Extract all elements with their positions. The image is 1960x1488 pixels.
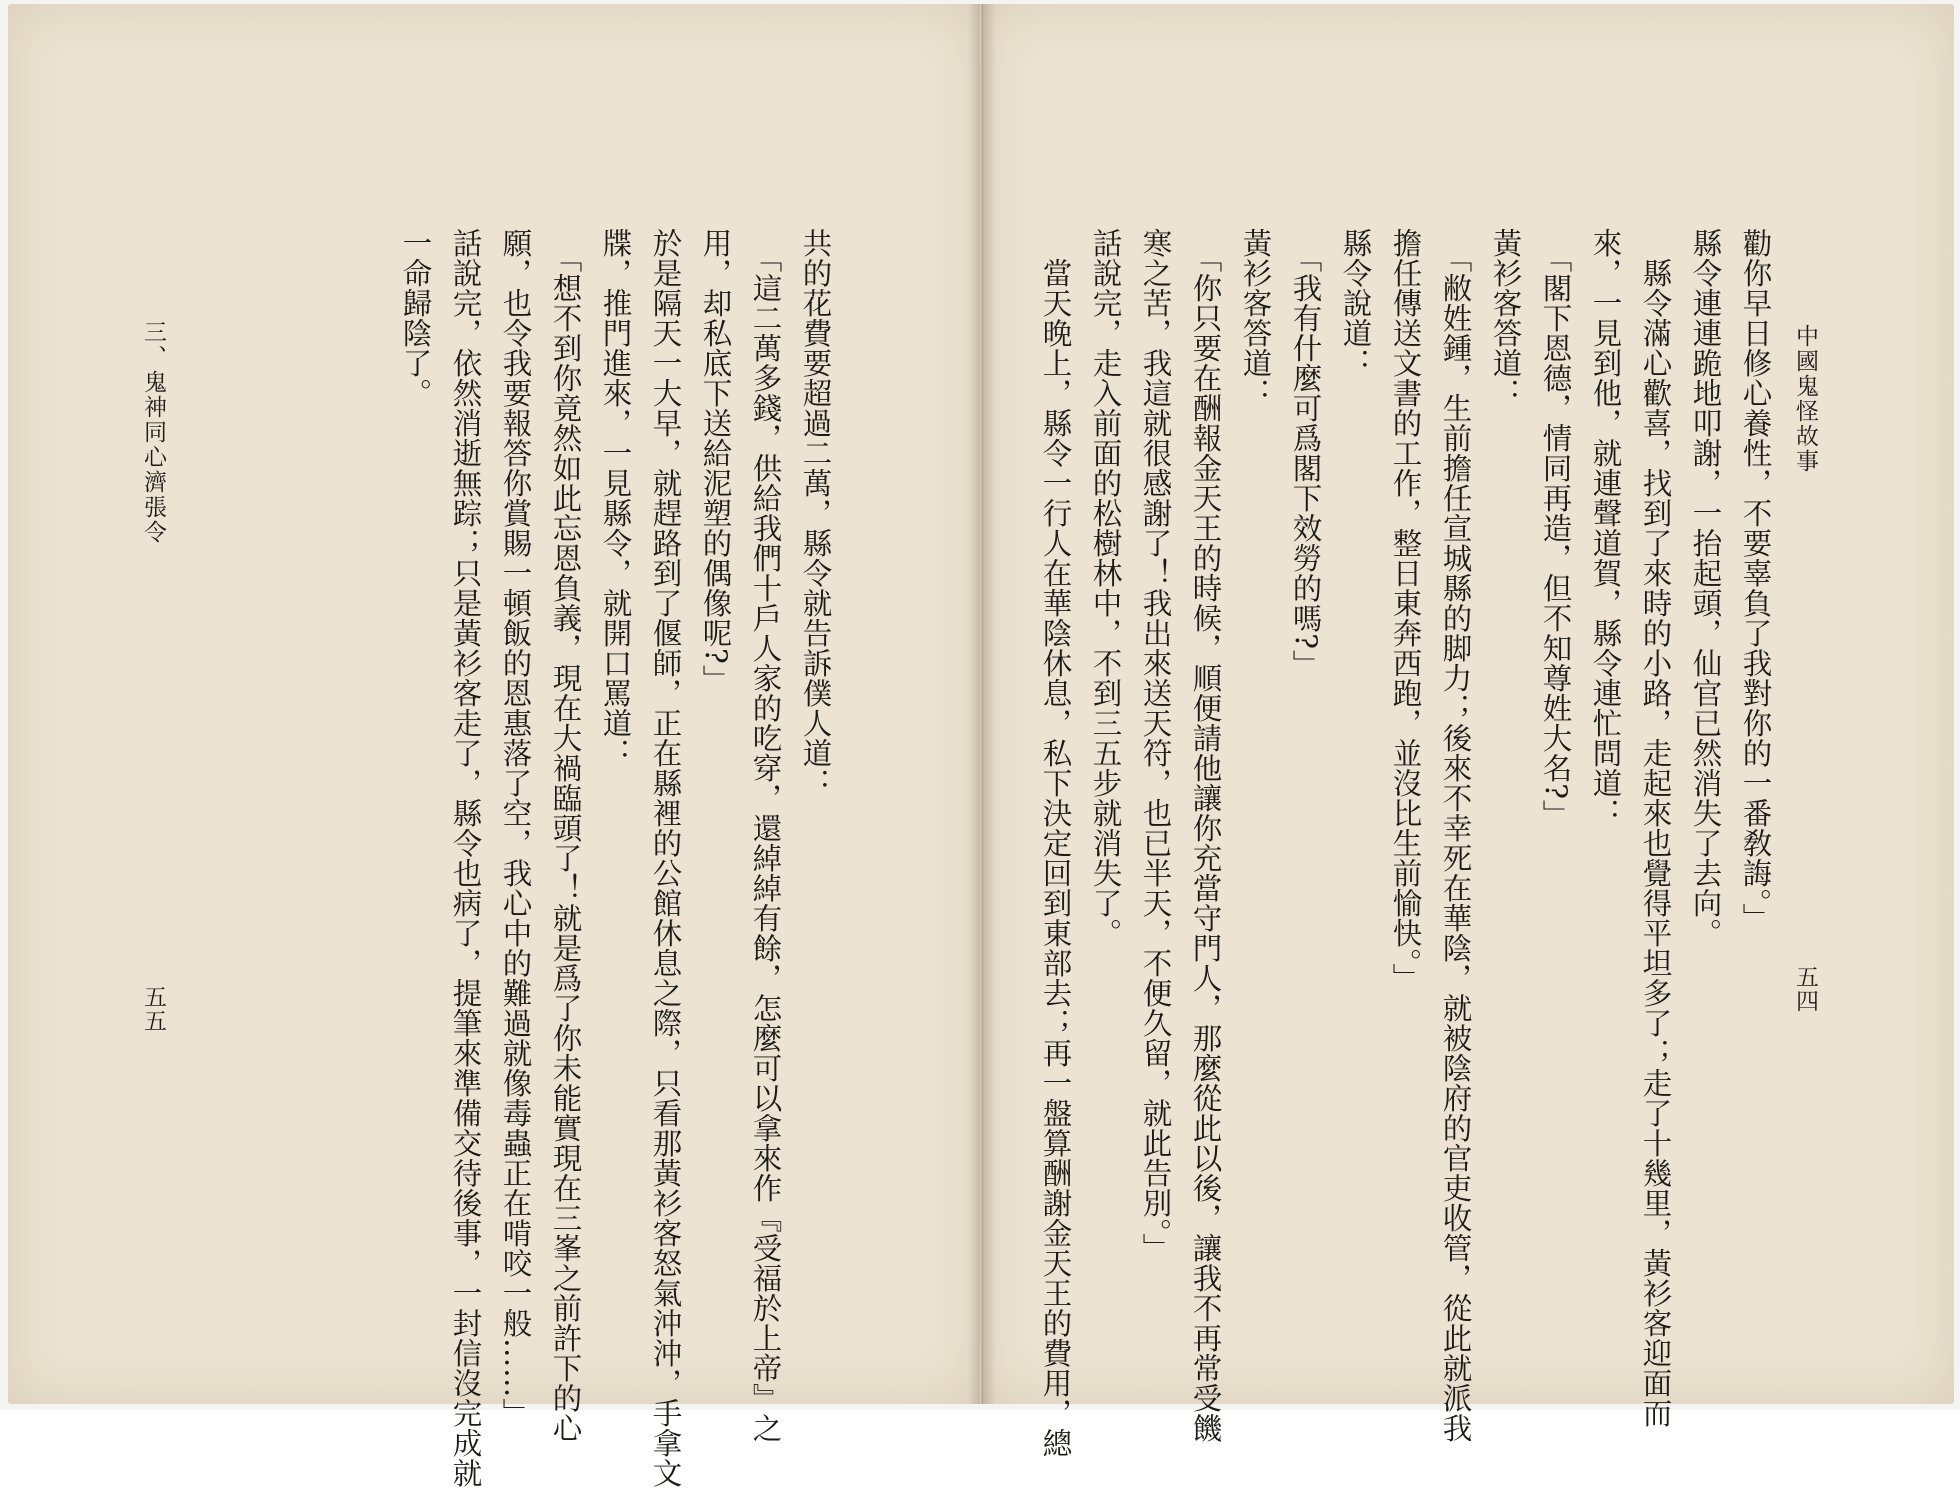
text-line: 擔任傳送文書的工作，整日東奔西跑，並沒比生前愉快。」 xyxy=(1388,228,1423,994)
text-line: 「想不到你竟然如此忘恩負義，現在大禍臨頭了！就是爲了你未能實現在三峯之前許下的心 xyxy=(548,228,583,1444)
text-line: 寒之苦，我這就很感謝了！我出來送天符，也已半天，不便久留，就此告別。」 xyxy=(1138,228,1173,1264)
text-line: 「敝姓鍾，生前擔任宣城縣的脚力；後來不幸死在華陰，就被陰府的官吏收管，從此就派我 xyxy=(1438,228,1473,1444)
text-line: 用，却私底下送給泥塑的偶像呢?」 xyxy=(698,228,733,695)
text-line: 共的花費要超過二萬，縣令就告訴僕人道： xyxy=(798,228,833,798)
text-line: 來，一見到他，就連聲道賀，縣令連忙問道： xyxy=(1588,228,1623,828)
running-footer: 三、鬼神同心濟張令 xyxy=(140,320,166,545)
text-line: 「我有什麼可爲閣下效勞的嗎?」 xyxy=(1288,228,1323,680)
page-number-right: 五四 xyxy=(1792,965,1818,1013)
text-line: 縣令滿心歡喜，找到了來時的小路，走起來也覺得平坦多了；走了十幾里，黃衫客迎面而 xyxy=(1638,228,1673,1428)
page-number-left: 五五 xyxy=(140,985,166,1033)
text-line: 縣令連連跪地叩謝，一抬起頭，仙官已然消失了去向。 xyxy=(1688,228,1723,948)
text-line: 當天晚上，縣令一行人在華陰休息，私下決定回到東部去；再一盤算酬謝金天王的費用，總 xyxy=(1038,228,1073,1458)
text-line: 「閣下恩德，情同再造，但不知尊姓大名?」 xyxy=(1538,228,1573,830)
text-line: 一命歸陰了。 xyxy=(398,228,433,408)
text-line: 話說完，依然消逝無踪；只是黃衫客走了，縣令也病了，提筆來準備交待後事，一封信沒完成就 xyxy=(448,228,483,1488)
text-line: 黃衫客答道： xyxy=(1488,228,1523,408)
book-gutter xyxy=(968,4,996,1404)
running-header: 中國鬼怪故事 xyxy=(1792,324,1818,474)
text-line: 願，也令我要報答你賞賜一頓飯的恩惠落了空，我心中的難過就像毒蟲正在啃咬一般……」 xyxy=(498,228,533,1428)
text-line: 黃衫客答道： xyxy=(1238,228,1273,408)
text-line: 於是隔天一大早，就趕路到了偃師，正在縣裡的公館休息之際，只看那黃衫客怒氣沖沖，手拿文 xyxy=(648,228,683,1488)
text-line: 「這二萬多錢，供給我們十戶人家的吃穿，還綽綽有餘，怎麼可以拿來作『受福於上帝』之 xyxy=(748,228,783,1444)
text-line: 縣令說道： xyxy=(1338,228,1373,378)
text-line: 牒，推門進來，一見縣令，就開口罵道： xyxy=(598,228,633,768)
text-line: 話說完，走入前面的松樹林中，不到三五步就消失了。 xyxy=(1088,228,1123,948)
text-line: 「你只要在酬報金天王的時候，順便請他讓你充當守門人，那麼從此以後，讓我不再常受饑 xyxy=(1188,228,1223,1444)
text-line: 勸你早日修心養性，不要辜負了我對你的一番敎誨。」 xyxy=(1738,228,1773,934)
left-page xyxy=(8,4,980,1488)
